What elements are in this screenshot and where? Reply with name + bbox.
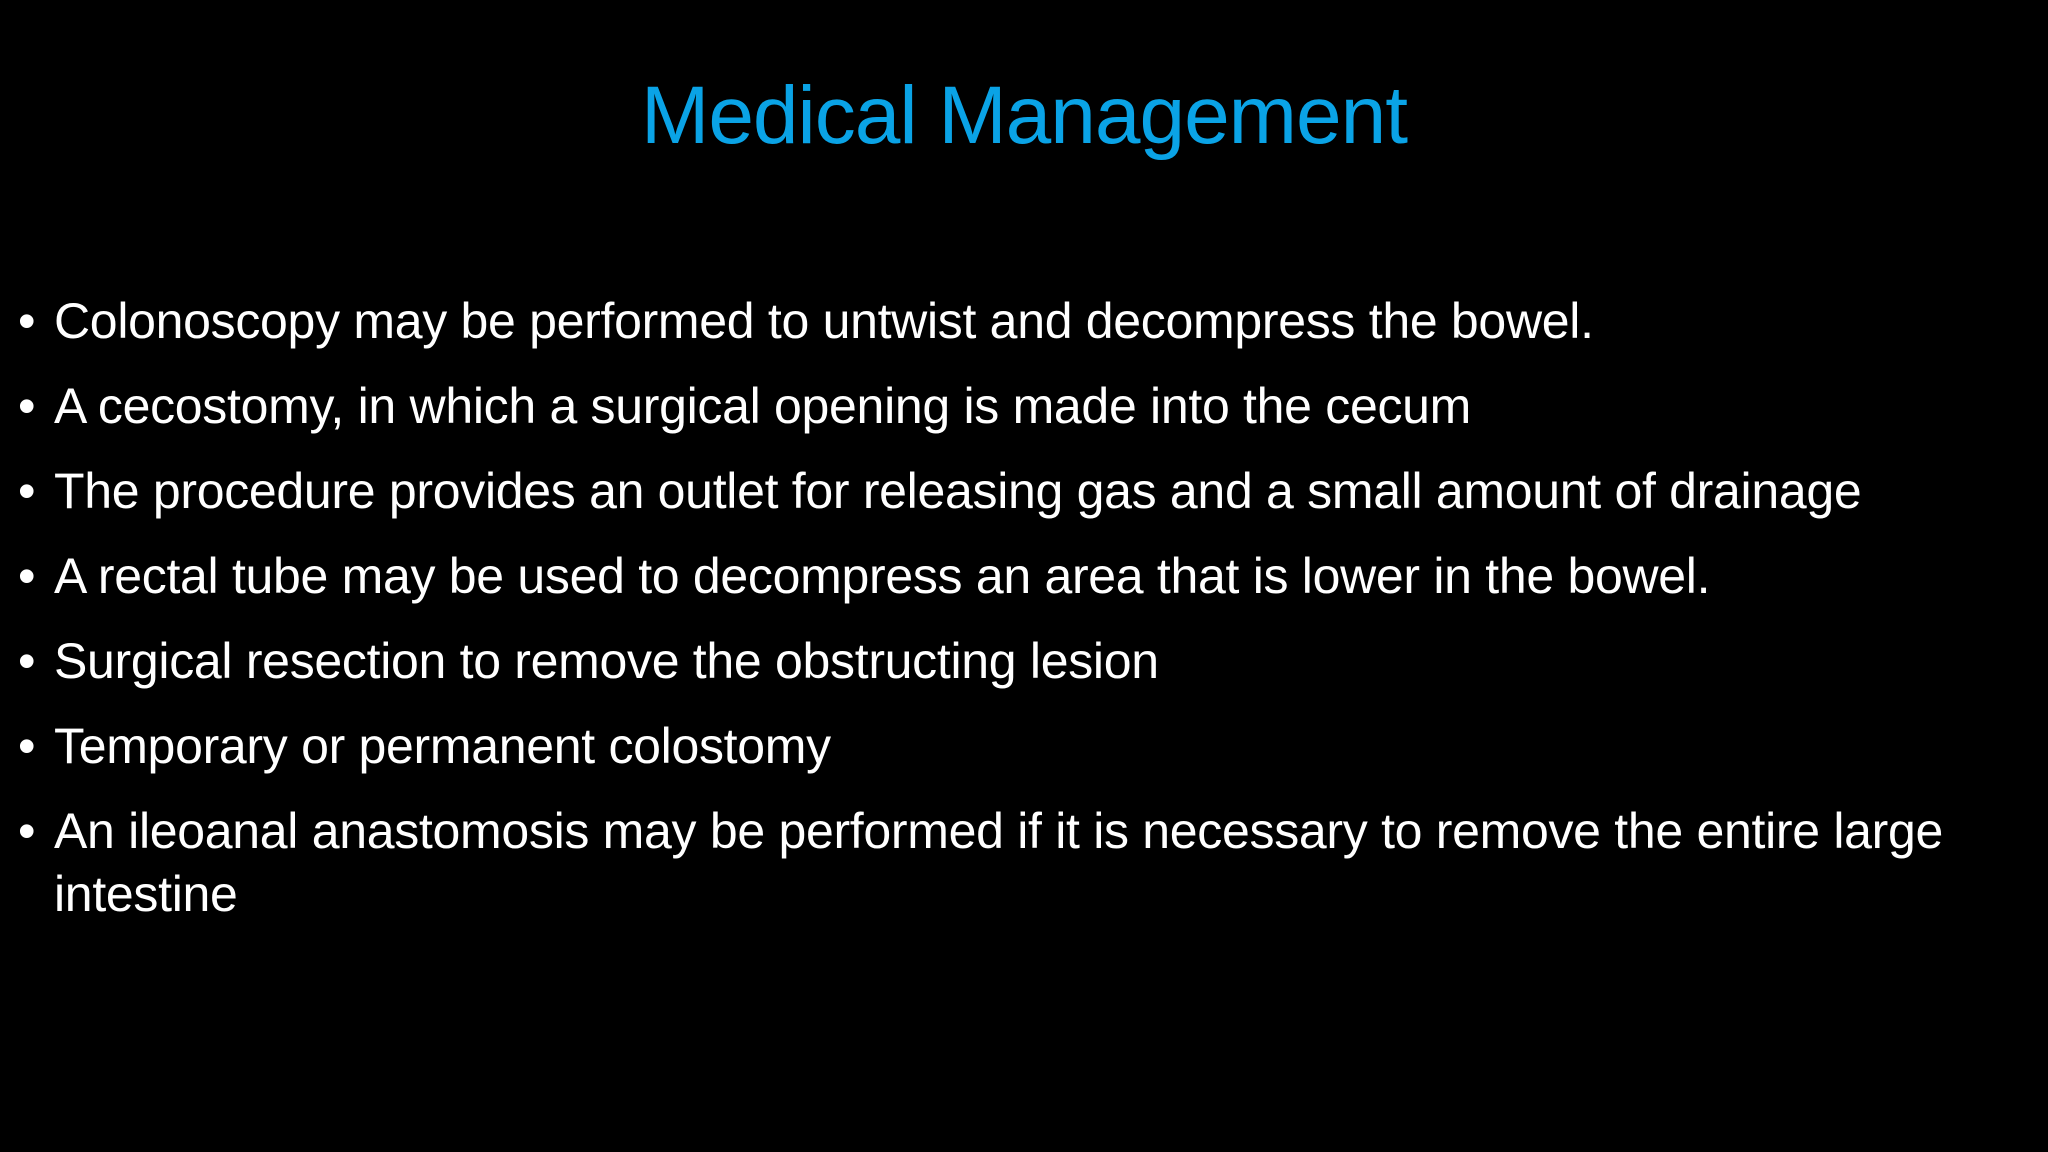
slide-title: Medical Management <box>641 70 1407 161</box>
bullet-text: Colonoscopy may be performed to untwist and decompress the bowel. <box>54 293 1594 349</box>
bullet-item <box>18 630 2018 693</box>
bullet-item <box>18 460 2018 523</box>
bullet-text: An ileoanal anastomosis may be performed if it is necessary to remove the entire large intestine <box>54 803 1944 922</box>
bullet-text: Temporary or permanent colostomy <box>54 718 831 774</box>
bullet-dot-icon: • <box>18 548 36 604</box>
bullet-dot-icon: • <box>18 633 36 689</box>
bullet-item <box>18 715 2018 778</box>
bullet-item <box>18 800 2018 926</box>
bullet-text: A rectal tube may be used to decompress an area that is lower in the bowel. <box>54 548 1711 604</box>
bullet-text: A cecostomy, in which a surgical opening is made into the cecum <box>54 378 1472 434</box>
bullet-list <box>18 290 2018 948</box>
bullet-item <box>18 290 2018 353</box>
bullet-text: Surgical resection to remove the obstructing lesion <box>54 633 1159 689</box>
bullet-dot-icon: • <box>18 378 36 434</box>
bullet-dot-icon: • <box>18 803 36 859</box>
bullet-dot-icon: • <box>18 463 36 519</box>
bullet-item <box>18 545 2018 608</box>
bullet-text: The procedure provides an outlet for releasing gas and a small amount of drainage <box>54 463 1862 519</box>
bullet-dot-icon: • <box>18 718 36 774</box>
bullet-item <box>18 375 2018 438</box>
bullet-dot-icon: • <box>18 293 36 349</box>
